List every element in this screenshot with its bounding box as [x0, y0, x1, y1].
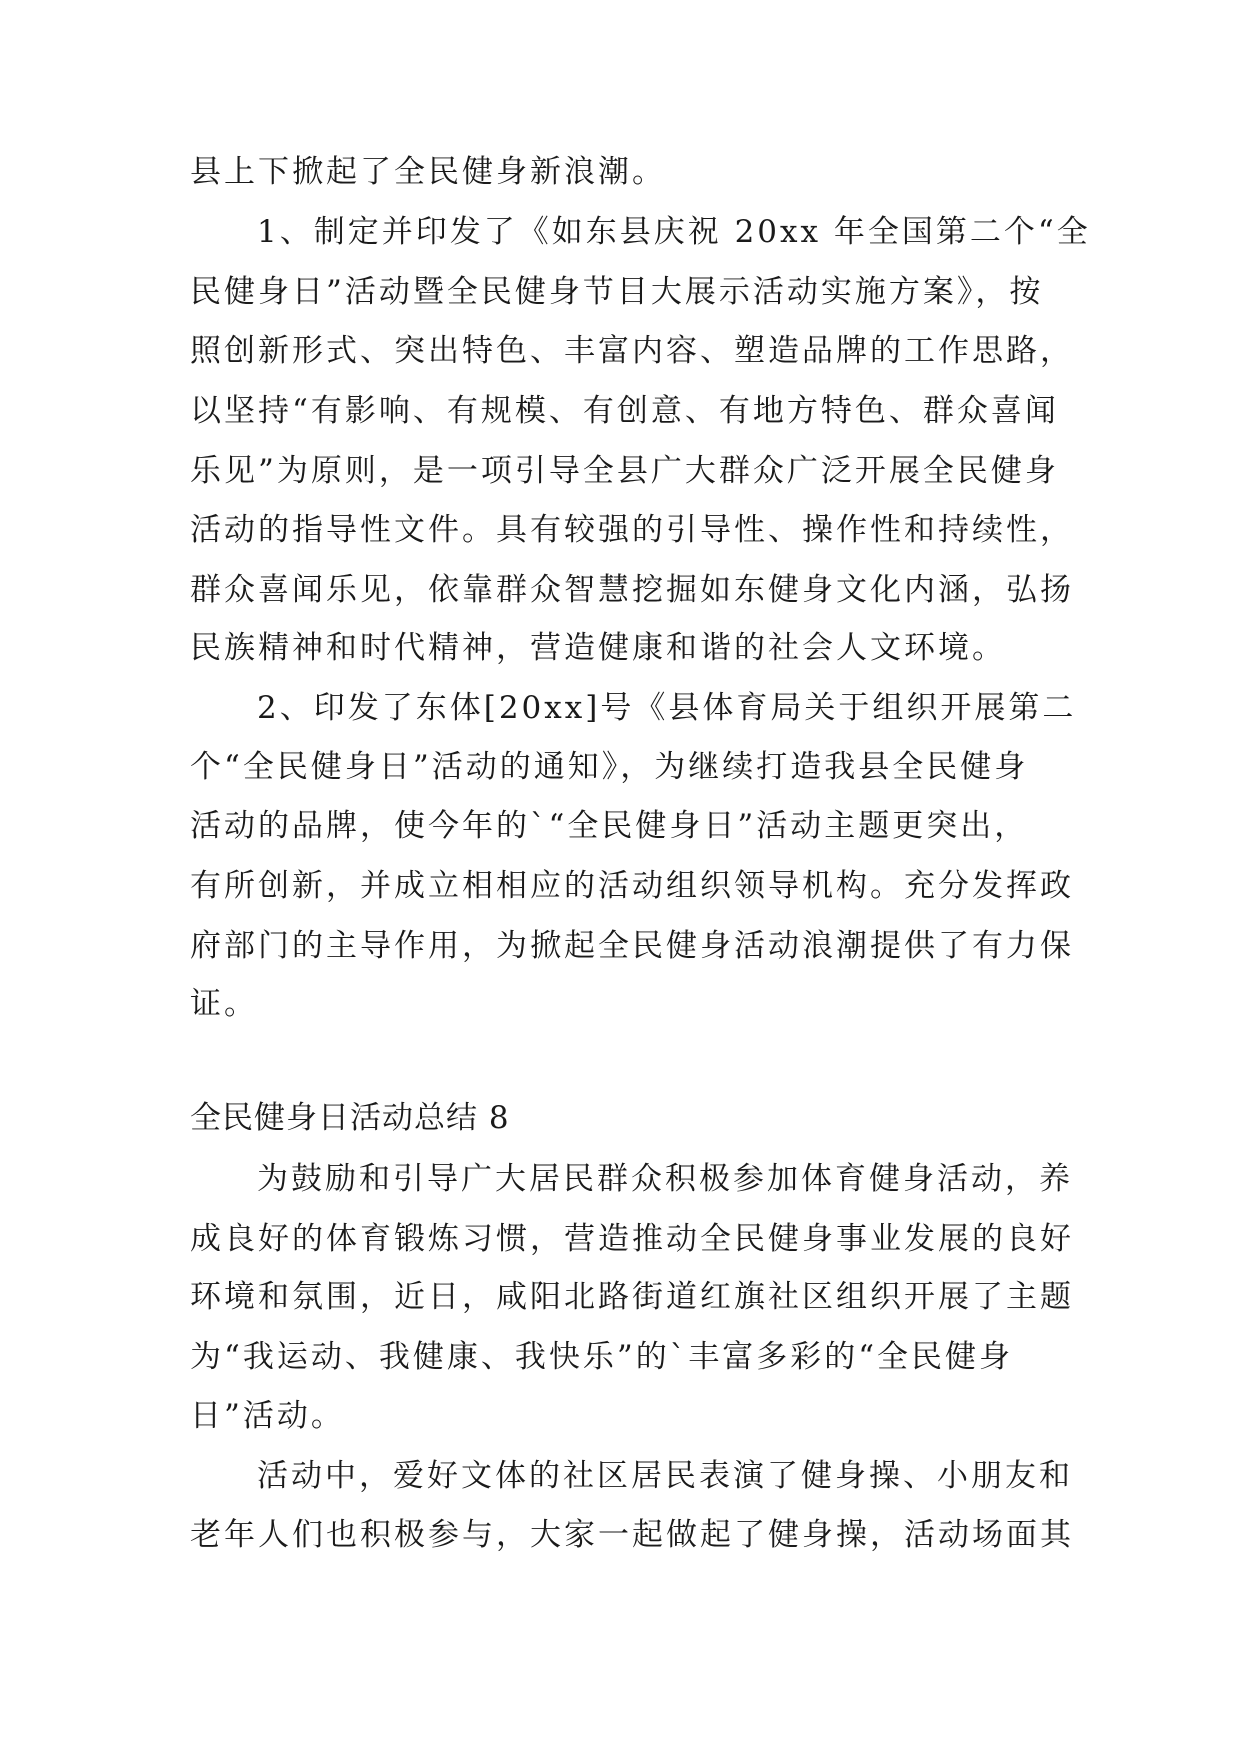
text-line: 民族精神和时代精神，营造健康和谐的社会人文环境。 — [190, 630, 1006, 666]
text-line: 乐见”为原则，是一项引导全县广大群众广泛开展全民健身 — [190, 453, 1059, 489]
text-line: 为“我运动、我健康、我快乐”的`丰富多彩的“全民健身 — [190, 1339, 1014, 1375]
text-line: 活动的指导性文件。具有较强的引导性、操作性和持续性， — [190, 512, 1074, 548]
text-line: 老年人们也积极参与，大家一起做起了健身操，活动场面其 — [190, 1517, 1074, 1553]
section-heading: 全民健身日活动总结 8 — [190, 1100, 510, 1136]
text-line: 群众喜闻乐见，依靠群众智慧挖掘如东健身文化内涵，弘扬 — [190, 572, 1074, 608]
text-line: 个“全民健身日”活动的通知》，为继续打造我县全民健身 — [190, 749, 1029, 785]
text-line: 照创新形式、突出特色、丰富内容、塑造品牌的工作思路， — [190, 333, 1074, 369]
text-line: 县上下掀起了全民健身新浪潮。 — [190, 154, 666, 190]
text-line: 以坚持“有影响、有规模、有创意、有地方特色、群众喜闻 — [190, 393, 1059, 429]
text-line: 1、制定并印发了《如东县庆祝 20xx 年全国第二个“全 — [257, 214, 1091, 250]
text-line: 2、印发了东体[20xx]号《县体育局关于组织开展第二 — [257, 690, 1077, 726]
text-line: 有所创新，并成立相相应的活动组织领导机构。充分发挥政 — [190, 868, 1074, 904]
text-line: 日”活动。 — [190, 1398, 345, 1434]
text-line: 环境和氛围，近日，咸阳北路街道红旗社区组织开展了主题 — [190, 1279, 1074, 1315]
text-line: 成良好的体育锻炼习惯，营造推动全民健身事业发展的良好 — [190, 1221, 1074, 1257]
text-line: 为鼓励和引导广大居民群众积极参加体育健身活动，养 — [257, 1161, 1073, 1197]
text-line: 证。 — [190, 986, 258, 1022]
text-line: 活动的品牌，使今年的`“全民健身日”活动主题更突出， — [190, 808, 1029, 844]
text-line: 民健身日”活动暨全民健身节目大展示活动实施方案》，按 — [190, 274, 1044, 310]
text-line: 活动中，爱好文体的社区居民表演了健身操、小朋友和 — [257, 1458, 1073, 1494]
text-line: 府部门的主导作用，为掀起全民健身活动浪潮提供了有力保 — [190, 928, 1074, 964]
